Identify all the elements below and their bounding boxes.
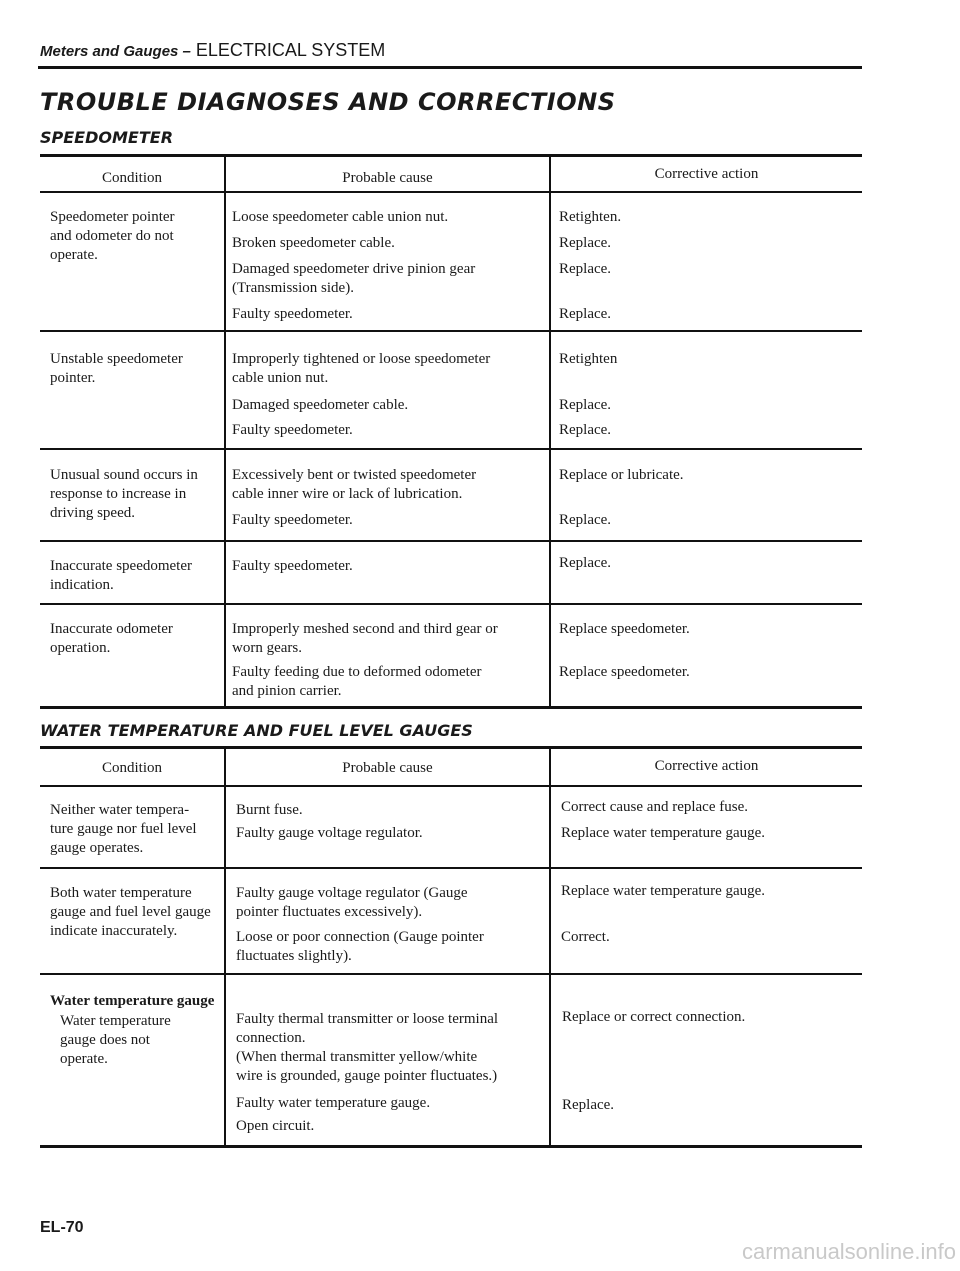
cause-text: Excessively bent or twisted speedometer cable inner wire or lack of lubrication.	[232, 467, 477, 502]
cause-text: Improperly tightened or loose speedometer cable union nut.	[232, 351, 491, 386]
action-text: Replace.	[559, 306, 612, 322]
col-header-condition: Condition	[101, 760, 162, 776]
col-header-condition: Condition	[101, 170, 162, 186]
cause-text: Faulty feeding due to deformed odometer and pinion carrier.	[232, 664, 482, 699]
table-row-condition: Neither water tempera- ture gauge nor fuel level gauge operates.	[50, 802, 197, 856]
running-header	[40, 40, 385, 61]
header-section: Meters and Gauges –	[40, 43, 191, 60]
cause-text: Open circuit.	[236, 1118, 315, 1134]
watermark: carmanualsonline.info	[741, 1239, 956, 1264]
col-header-cause: Probable cause	[342, 170, 433, 186]
action-text: Correct cause and replace fuse.	[561, 799, 748, 815]
action-text: Replace.	[559, 261, 612, 277]
cause-text: Faulty speedometer.	[232, 512, 353, 528]
table-row-condition: Inaccurate odometer operation.	[50, 621, 173, 656]
table-row-condition: Both water temperature gauge and fuel level gauge indicate inaccurately.	[50, 885, 211, 939]
action-text: Correct.	[561, 929, 610, 945]
cause-text: Faulty water temperature gauge.	[236, 1095, 431, 1111]
action-text: Replace or correct connection.	[562, 1009, 746, 1025]
section-title-speedometer: SPEEDOMETER	[40, 128, 174, 147]
cause-text: Improperly meshed second and third gear or worn gears.	[232, 621, 498, 656]
page-number: EL-70	[40, 1219, 84, 1236]
action-text: Replace water temperature gauge.	[561, 825, 766, 841]
cause-text: Faulty speedometer.	[232, 558, 353, 574]
col-header-cause: Probable cause	[342, 760, 433, 776]
action-text: Replace water temperature gauge.	[561, 883, 766, 899]
header-rule	[38, 66, 862, 69]
action-text: Replace or lubricate.	[559, 467, 684, 483]
action-text: Replace.	[559, 555, 612, 571]
cause-text: Faulty gauge voltage regulator.	[236, 825, 423, 841]
page-title: TROUBLE DIAGNOSES AND CORRECTIONS	[40, 88, 616, 116]
cause-text: Faulty speedometer.	[232, 306, 353, 322]
action-text: Replace.	[559, 235, 612, 251]
col-header-action: Corrective action	[654, 758, 759, 774]
cause-text: Damaged speedometer drive pinion gear (Transmission side).	[232, 261, 476, 296]
table-row-condition: Unstable speedometer pointer.	[50, 351, 183, 386]
condition-subheading: Water temperature gauge	[50, 993, 215, 1009]
table-row-condition: Unusual sound occurs in response to increase in driving speed.	[50, 467, 198, 521]
action-text: Replace speedometer.	[559, 664, 690, 680]
cause-text: Broken speedometer cable.	[232, 235, 395, 251]
action-text: Retighten.	[559, 209, 622, 225]
table-row-condition: Speedometer pointer and odometer do not operate.	[50, 209, 175, 263]
cause-text: Loose or poor connection (Gauge pointer fluctuates slightly).	[236, 929, 484, 964]
cause-text: Burnt fuse.	[236, 802, 303, 818]
cause-text: Damaged speedometer cable.	[232, 397, 409, 413]
action-text: Replace.	[559, 512, 612, 528]
action-text: Replace.	[559, 422, 612, 438]
action-text: Replace speedometer.	[559, 621, 690, 637]
header-title: ELECTRICAL SYSTEM	[190, 40, 386, 60]
cause-text: Loose speedometer cable union nut.	[232, 209, 449, 225]
col-header-action: Corrective action	[654, 166, 759, 182]
table-row-condition: Water temperature gauge does not operate.	[60, 1013, 171, 1067]
cause-text: Faulty gauge voltage regulator (Gauge pointer fluctuates excessively).	[236, 885, 468, 920]
cause-text: Faulty thermal transmitter or loose terminal connection. (When thermal transmitter yellow/white wire is grounded, gauge pointer fluctuates.)	[236, 1011, 499, 1084]
action-text: Retighten	[559, 351, 618, 367]
table-row-condition: Inaccurate speedometer indication.	[50, 558, 192, 593]
cause-text: Faulty speedometer.	[232, 422, 353, 438]
section-title-gauges: WATER TEMPERATURE AND FUEL LEVEL GAUGES	[40, 721, 473, 740]
action-text: Replace.	[562, 1097, 615, 1113]
action-text: Replace.	[559, 397, 612, 413]
speedometer-table	[40, 154, 862, 709]
gauges-table	[40, 746, 862, 1148]
